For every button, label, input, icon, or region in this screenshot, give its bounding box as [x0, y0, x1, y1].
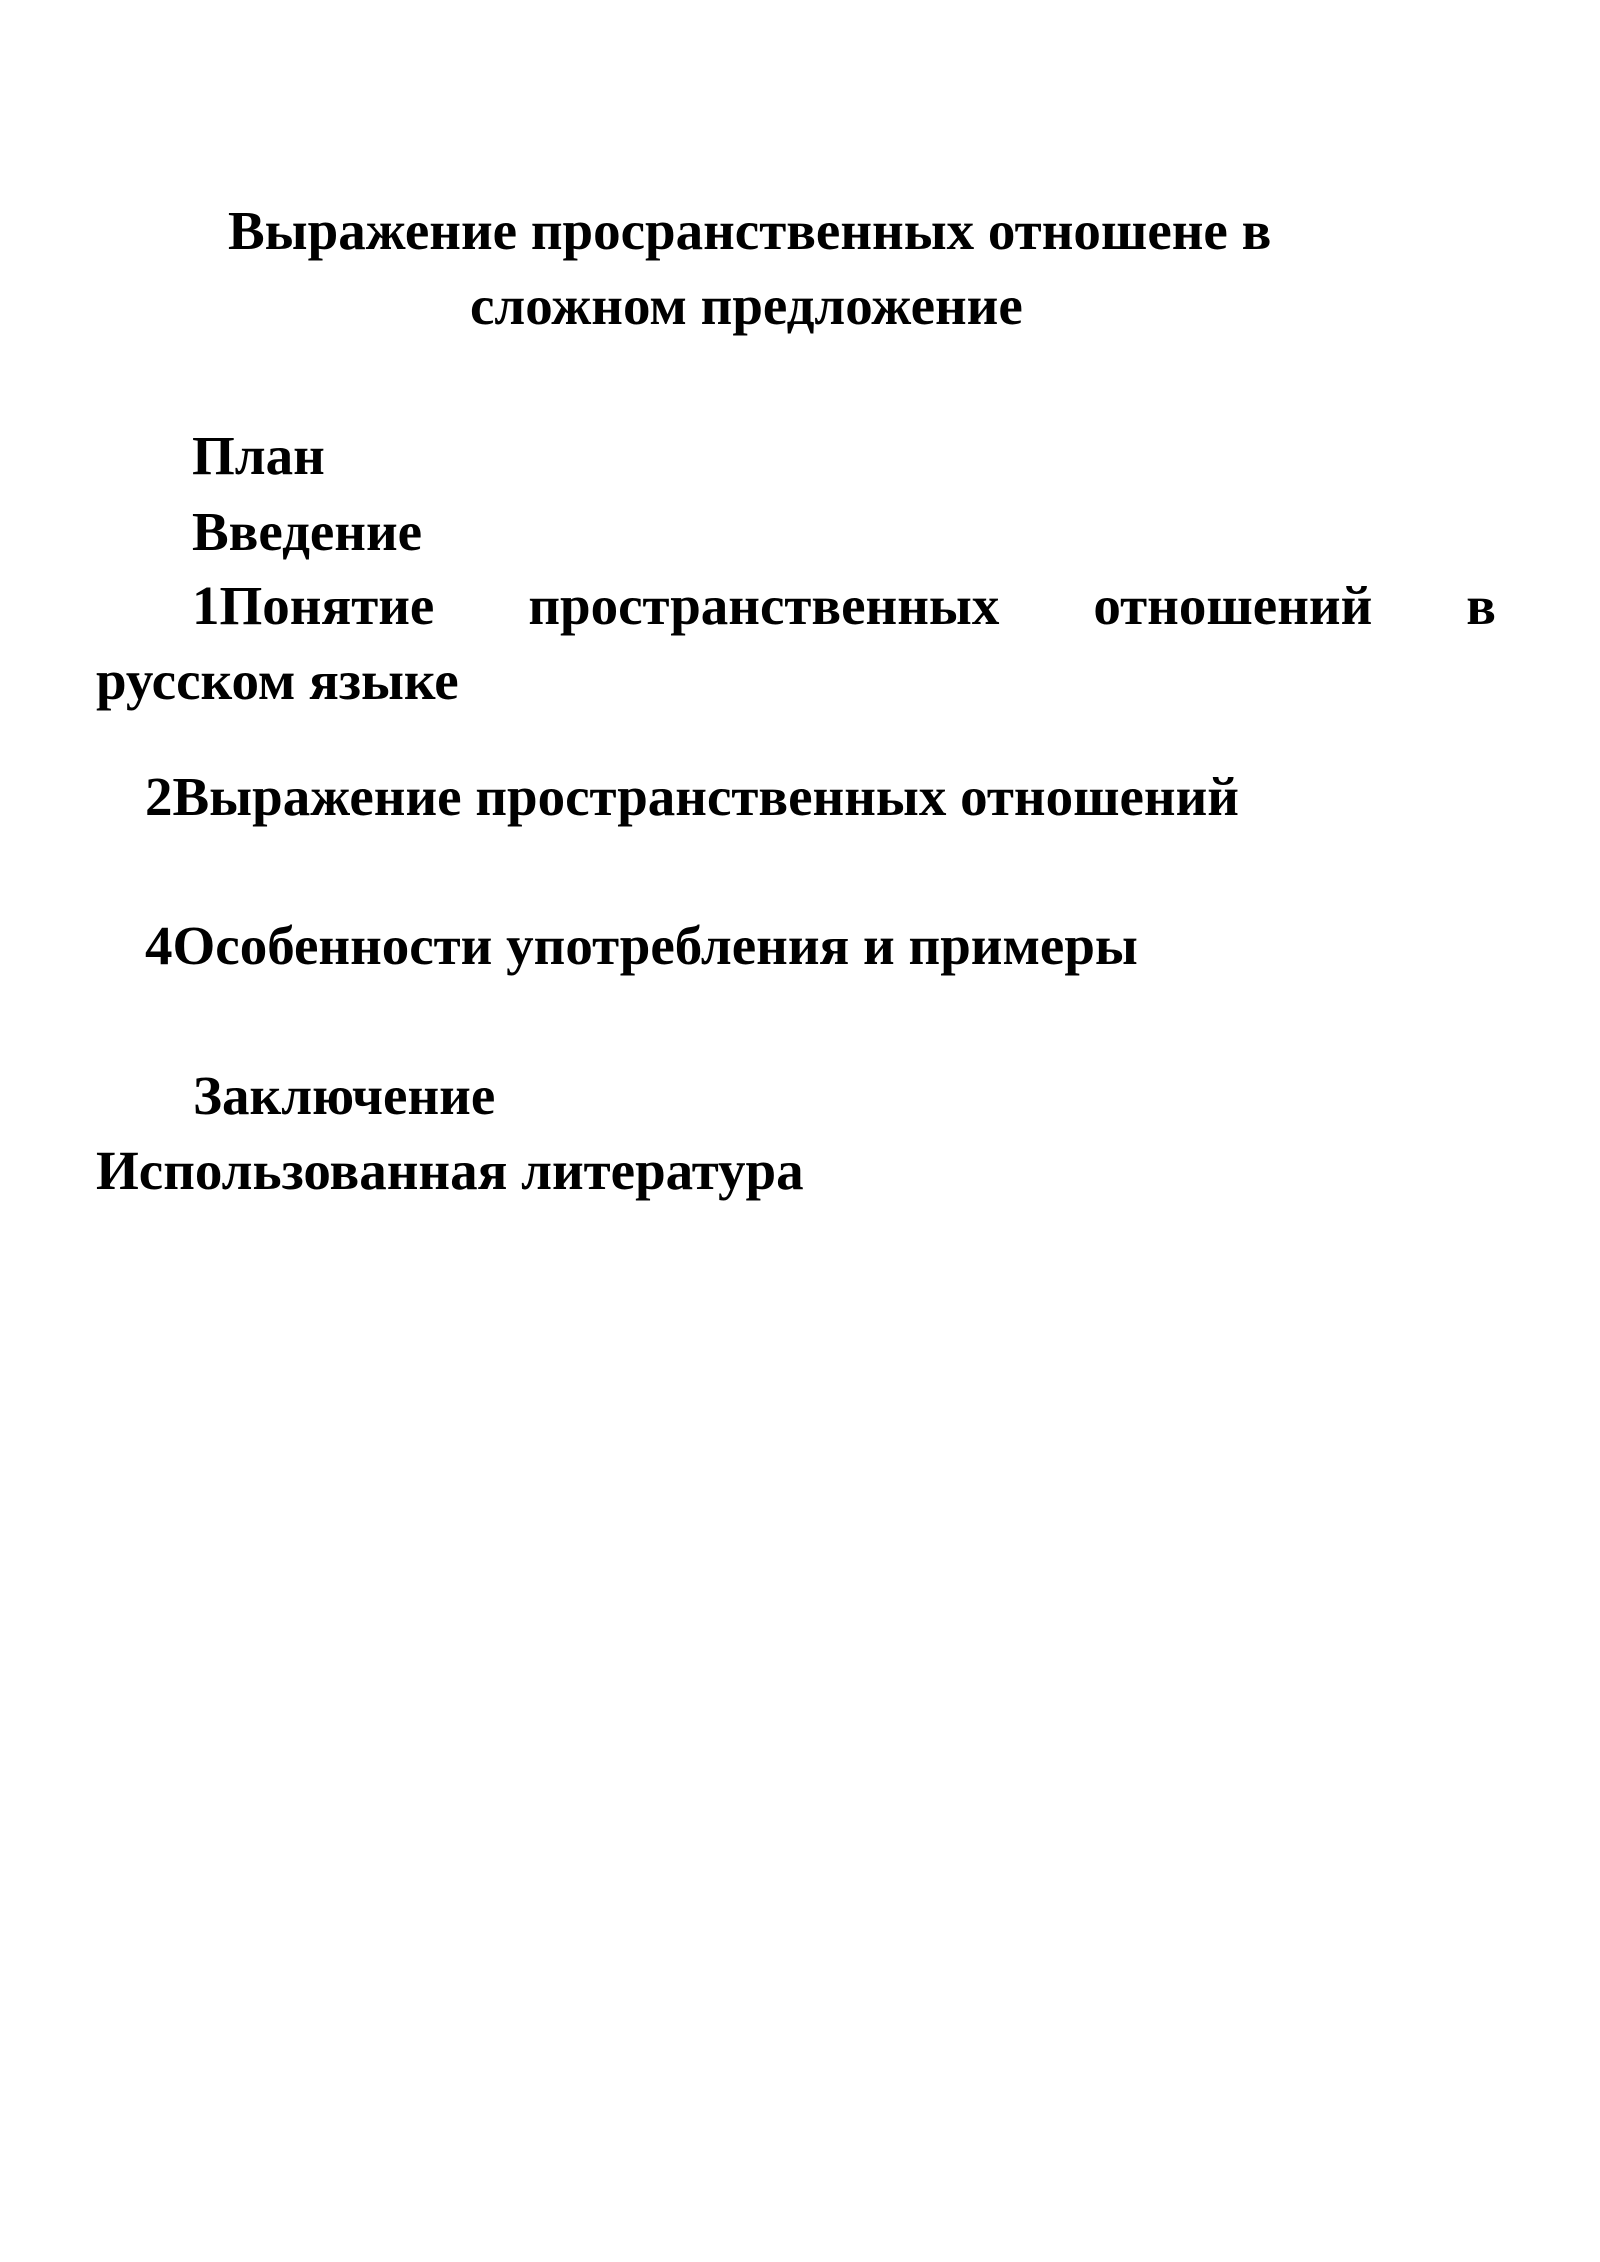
outline-item-1-continuation: русском языке	[96, 650, 459, 711]
outline-item-introduction: Введение	[192, 501, 423, 562]
document-title-line-1: Выражение просранственных отношене в	[228, 200, 1272, 261]
outline-item-references: Использованная литература	[96, 1140, 804, 1201]
outline-item-1-word: отношений	[1093, 575, 1373, 636]
outline-item-1-word: пространственных	[528, 575, 1000, 636]
outline-item-conclusion: Заключение	[193, 1065, 496, 1126]
plan-heading: План	[192, 425, 325, 486]
outline-item-1-word: в	[1466, 575, 1496, 636]
outline-item-1-word: 1Понятие	[192, 575, 435, 636]
outline-item-1	[192, 573, 1496, 639]
outline-item-4: 4Особенности употребления и примеры	[145, 915, 1138, 976]
document-title-line-2: сложном предложение	[470, 275, 1023, 336]
outline-item-2: 2Выражение пространственных отношений	[145, 766, 1239, 827]
